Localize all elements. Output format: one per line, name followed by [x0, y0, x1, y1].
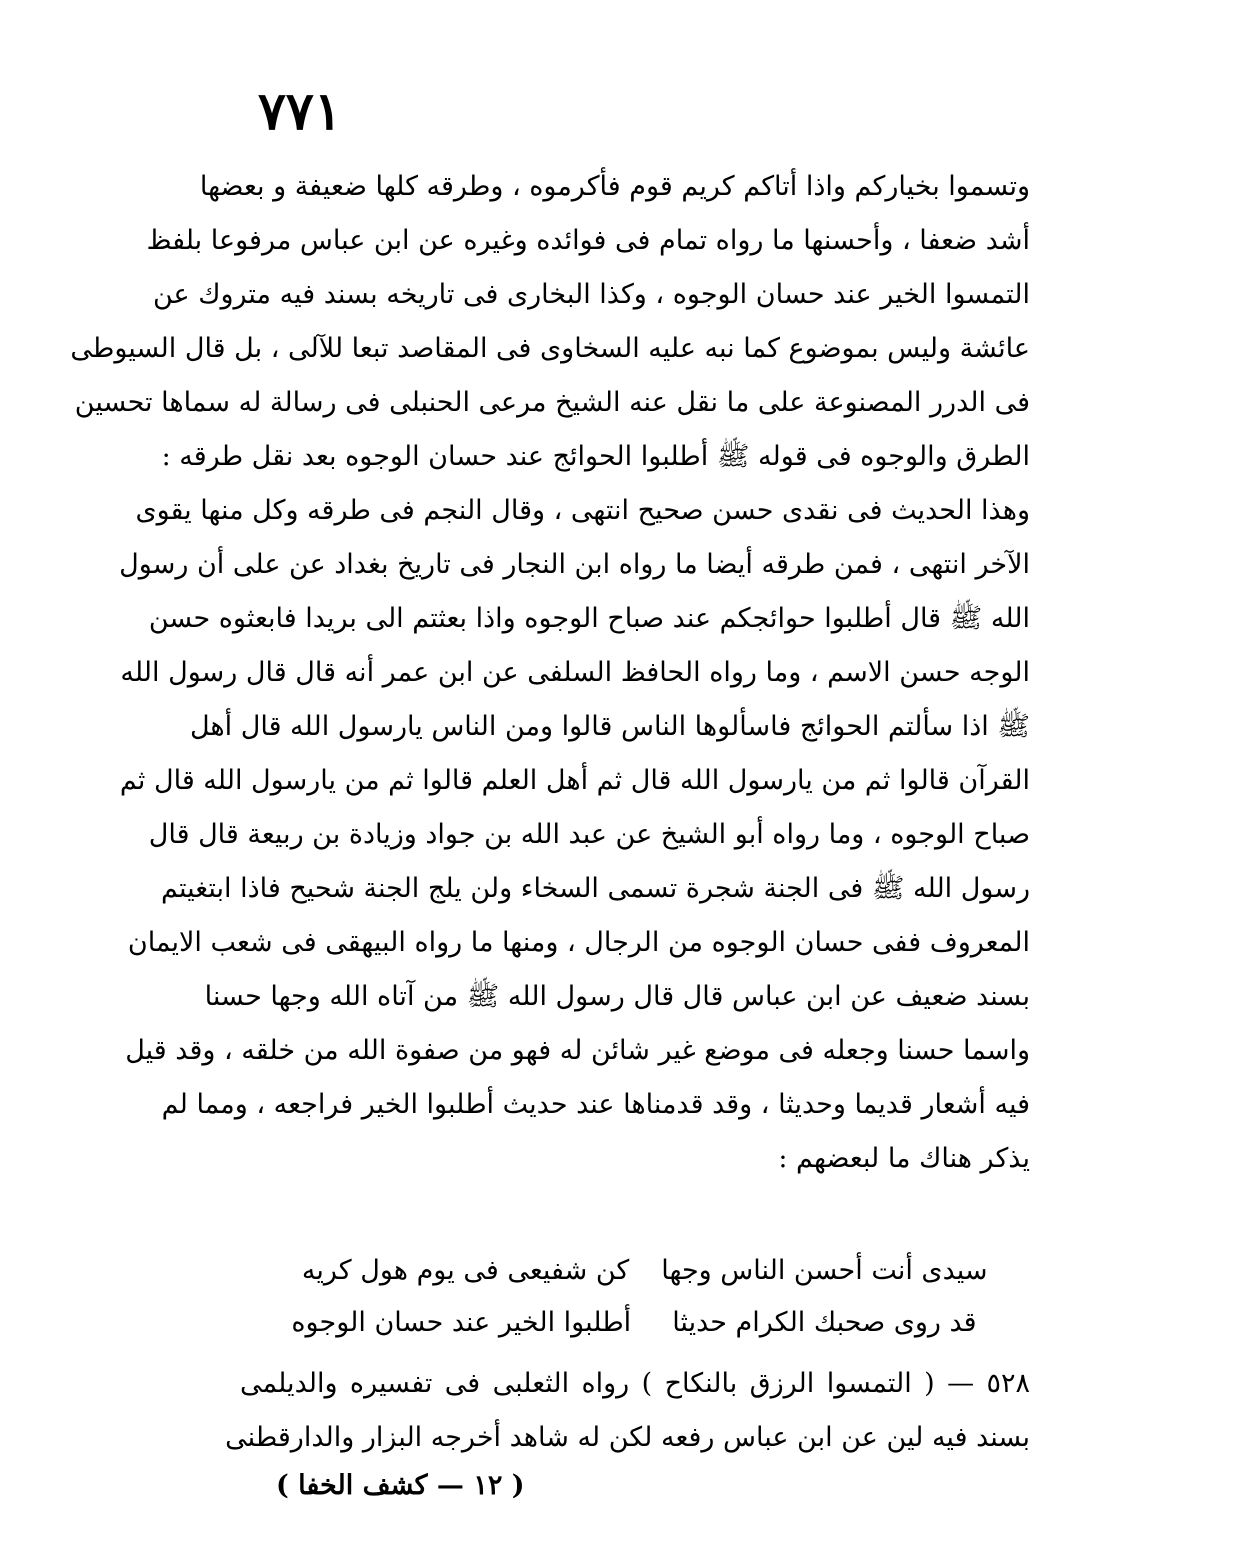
text-line: فیه أشعار قدیما وحدیثا ، وقد قدمناها عند حدیث أطلبوا الخیر فراجعه ، ومما لم — [161, 1089, 1030, 1120]
verse-second-hemistich: کن شفیعی فی یوم هول کریه — [301, 1255, 630, 1286]
text-line: عائشة ولیس بموضوع کما نبه علیه السخاوی فی المقاصد تبعا للآلی ، بل قال السیوطی — [70, 333, 1030, 364]
text-line: الطرق والوجوه فی قوله ﷺ أطلبوا الحوائج عند حسان الوجوه بعد نقل طرقه : — [161, 441, 1030, 472]
text-line: الآخر انتهی ، فمن طرقه أیضا ما رواه ابن النجار فی تاریخ بغداد عن علی أن رسول — [119, 549, 1030, 580]
poem-verses — [291, 1245, 990, 1349]
text-line: وتسموا بخيارکم واذا أتاکم کریم قوم فأکرموه ، وطرقه کلها ضعیفة و بعضها — [199, 171, 1030, 202]
verse-second-hemistich: أطلبوا الخیر عند حسان الوجوه — [291, 1307, 632, 1338]
text-line: أشد ضعفا ، وأحسنها ما رواه تمام فی فوائده وغیره عن ابن عباس مرفوعا بلفظ — [146, 225, 1030, 256]
text-line: رسول الله ﷺ فی الجنة شجرة تسمی السخاء ولن یلج الجنة شحیح فاذا ابتغیتم — [161, 873, 1030, 904]
text-line: الوجه حسن الاسم ، وما رواه الحافظ السلفی عن ابن عمر أنه قال قال رسول الله — [120, 657, 1030, 688]
text-line: الله ﷺ قال أطلبوا حوائجکم عند صباح الوجوه واذا بعثتم الی بریدا فابعثوه حسن — [148, 603, 1030, 634]
entry-line: ٥٢٨ — ( التمسوا الرزق بالنکاح ) رواه الثعلبی فی تفسیره والدیلمی — [240, 1368, 1030, 1399]
entry-line: بسند فیه لین عن ابن عباس رفعه لکن له شاهد أخرجه البزار والدارقطنی — [225, 1422, 1030, 1453]
verse — [300, 1245, 990, 1297]
text-line: فی الدرر المصنوعة علی ما نقل عنه الشیخ مرعی الحنبلی فی رسالة له سماها تحسین — [74, 387, 1030, 418]
text-line: یذکر هناك ما لبعضهم : — [778, 1143, 1030, 1174]
verse-first-hemistich: قد روی صحبك الکرام حدیثا — [672, 1307, 977, 1338]
text-line: القرآن قالوا ثم من یارسول الله قال ثم أهل العلم قالوا ثم من یارسول الله قال ثم — [119, 765, 1030, 796]
text-line: المعروف ففی حسان الوجوه من الرجال ، ومنها ما رواه البیهقی فی شعب الایمان — [127, 927, 1030, 958]
text-line: واسما حسنا وجعله فی موضع غیر شائن له فهو من صفوة الله من خلقه ، وقد قیل — [125, 1035, 1030, 1066]
body-paragraph — [70, 160, 1030, 1186]
verse-first-hemistich: سیدی أنت أحسن الناس وجها — [661, 1255, 988, 1286]
hadith-entry — [225, 1357, 1030, 1465]
text-line: صباح الوجوه ، وما رواه أبو الشیخ عن عبد الله بن جواد وزیادة بن ربیعة قال قال — [148, 819, 1030, 850]
text-line: بسند ضعیف عن ابن عباس قال قال رسول الله ﷺ من آتاه الله وجها حسنا — [204, 981, 1030, 1012]
verse — [291, 1297, 990, 1349]
text-line: ﷺ اذا سألتم الحوائج فاسألوها الناس قالوا ومن الناس یارسول الله قال أهل — [189, 711, 1030, 742]
text-line: التمسوا الخیر عند حسان الوجوه ، وکذا البخاری فی تاریخه بسند فیه متروك عن — [152, 279, 1030, 310]
page-footer: ( ١٢ — کشف الخفا ) — [276, 1470, 525, 1501]
page-number: ١٧٧ — [258, 81, 342, 142]
text-line: وهذا الحدیث فی نقدی حسن صحیح انتهی ، وقال النجم فی طرقه وکل منها یقوی — [135, 495, 1030, 526]
